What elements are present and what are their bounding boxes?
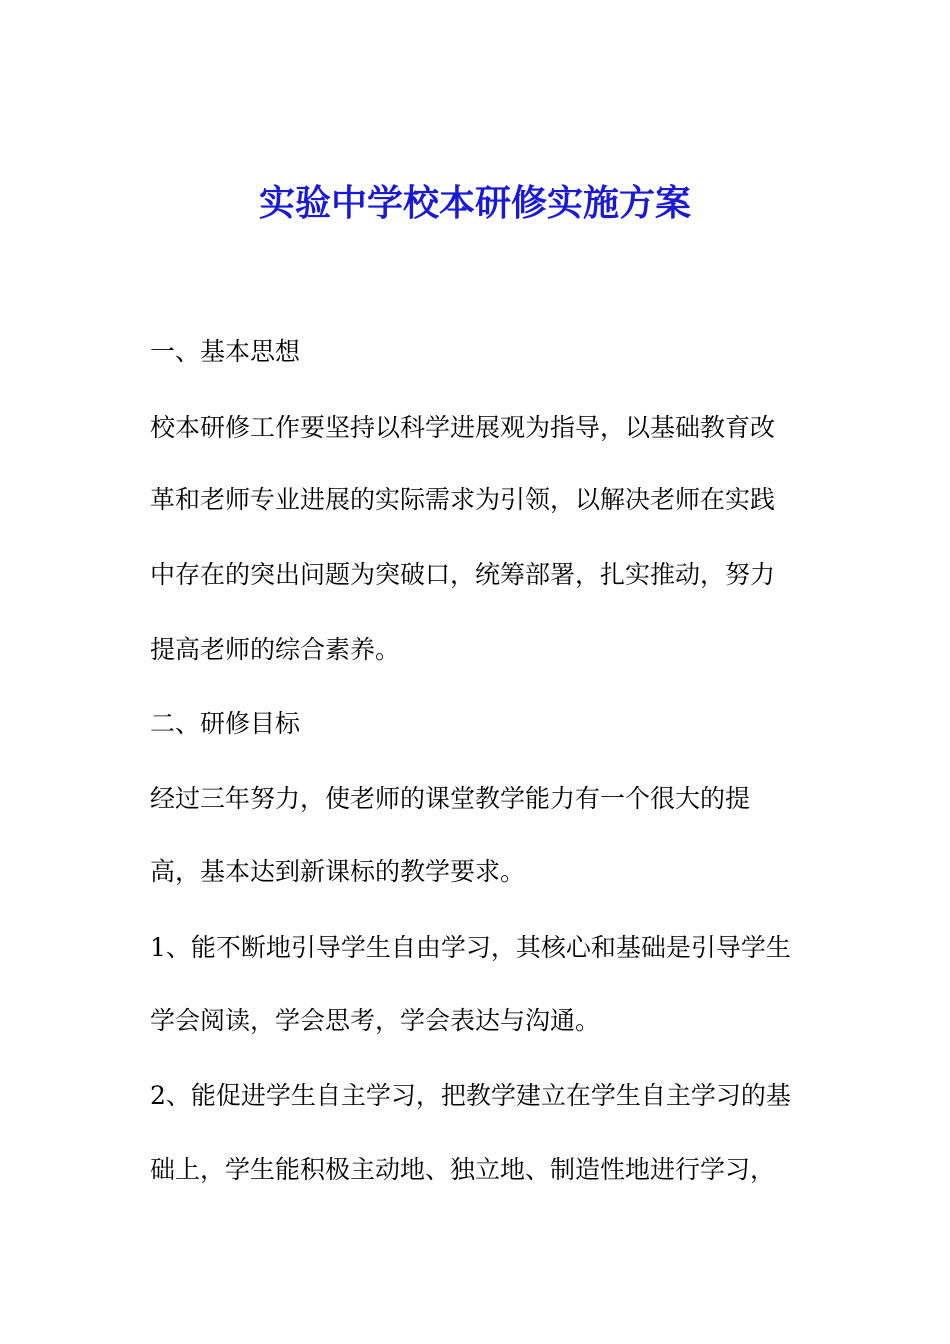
list-item-line: 础上，学生能积极主动地、独立地、制造性地进行学习， <box>150 1155 776 1184</box>
paragraph-line: 经过三年努力，使老师的课堂教学能力有一个很大的提 <box>150 784 751 813</box>
paragraph-line: 高，基本达到新课标的教学要求。 <box>150 857 526 886</box>
list-item-line: 学会阅读，学会思考，学会表达与沟通。 <box>150 1006 601 1035</box>
list-item-line: 1、能不断地引导学生自由学习，其核心和基础是引导学生 <box>150 933 791 962</box>
section-heading-goals: 二、研修目标 <box>150 709 301 738</box>
paragraph-line: 中存在的突出问题为突破口，统筹部署，扎实推动，努力 <box>150 560 776 589</box>
section-heading-basic-idea: 一、基本思想 <box>150 337 301 366</box>
paragraph-line: 校本研修工作要坚持以科学进展观为指导，以基础教育改 <box>150 413 776 442</box>
list-item-line: 2、能促进学生自主学习，把教学建立在学生自主学习的基 <box>150 1081 791 1110</box>
document-title: 实验中学校本研修实施方案 <box>258 182 691 224</box>
paragraph-line: 提高老师的综合素养。 <box>150 635 401 664</box>
paragraph-line: 革和老师专业进展的实际需求为引领，以解决老师在实践 <box>150 485 776 514</box>
